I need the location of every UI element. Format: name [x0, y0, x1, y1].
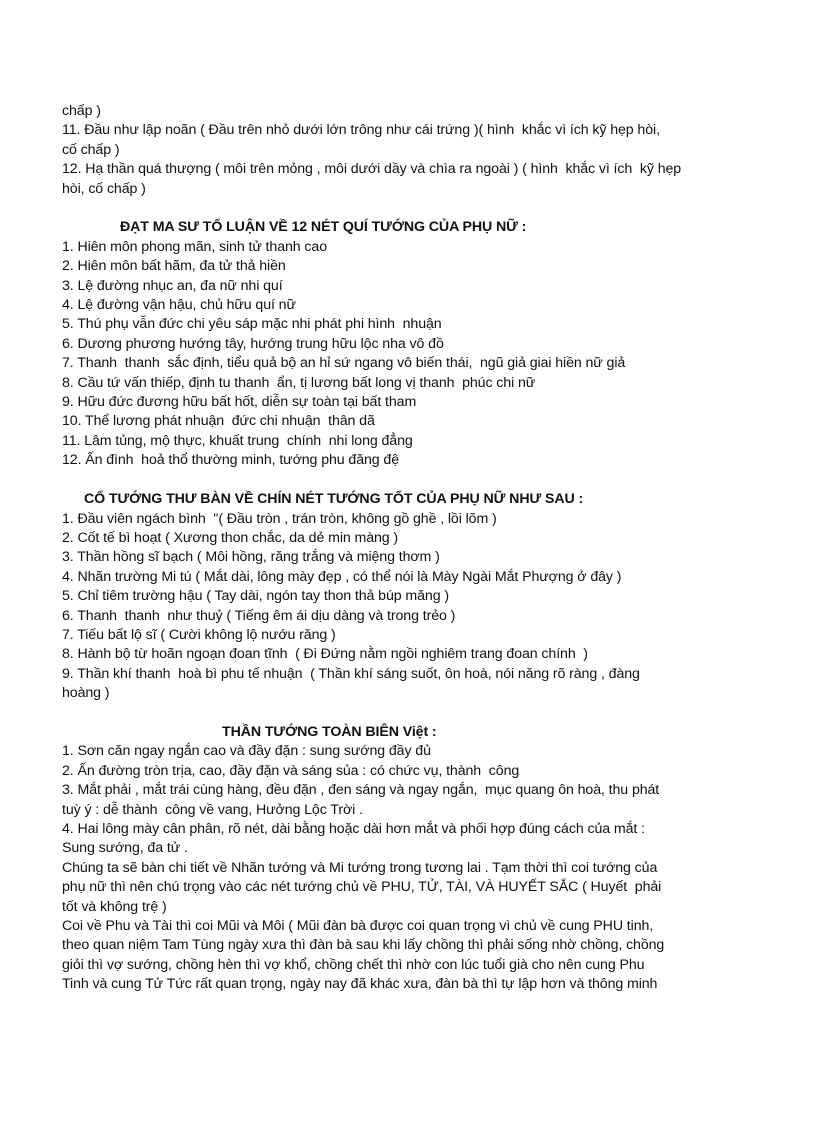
blank-line — [62, 704, 774, 723]
list-item: 3. Lệ đường nhục an, đa nữ nhi quí — [62, 277, 283, 294]
list-item: 6. Dương phương hướng tây, hướng trung hữu lộc nha vô đồ — [62, 335, 444, 352]
section-heading: CỔ TƯỚNG THƯ BÀN VỀ CHÍN NÉT TƯỚNG TỐT CỦA PHỤ NỮ NHƯ SAU : — [84, 491, 584, 508]
list-item: 6. Thanh thanh như thuỷ ( Tiếng êm ái dịu dàng và trong trẻo ) — [62, 607, 456, 624]
section-heading: THẦN TƯỚNG TOÀN BIÊN Việt : — [222, 723, 437, 740]
section-dat-ma — [62, 218, 774, 470]
text-line: cố chấp ) — [62, 141, 120, 158]
paragraph-line: Coi về Phu và Tài thì coi Mũi và Môi ( Mũi đàn bà được coi quan trọng vì chủ về cung PHU tinh, — [62, 918, 654, 935]
list-item: 4. Nhãn trường Mi tú ( Mắt dài, lông mày đẹp , có thể nói là Mày Ngài Mắt Phượng ở đây ) — [62, 568, 622, 585]
section-than-tuong — [62, 723, 774, 995]
text-line: 11. Đầu như lập noãn ( Đầu trên nhỏ dưới lớn trông như cái trứng )( hình khắc vì ích kỹ hẹp hòi, — [62, 122, 660, 139]
section-heading: ĐẠT MA SƯ TỔ LUẬN VỀ 12 NÉT QUÍ TƯỚNG CỦA PHỤ NỮ : — [120, 219, 527, 236]
section-co-tuong-thu — [62, 490, 774, 703]
list-item: 4. Hai lông mày cân phân, rõ nét, dài bằng hoặc dài hơn mắt và phối hợp đúng cách của mắt : — [62, 820, 645, 837]
list-item: 3. Mắt phải , mắt trái cùng hàng, đều đặn , đen sáng và ngay ngắn, mục quang ôn hoà, thu phát — [62, 782, 660, 799]
document-body — [62, 102, 774, 995]
paragraph-line: theo quan niệm Tam Tùng ngày xưa thì đàn bà sau khi lấy chồng thì phải sống nhờ chồng, chồng — [62, 937, 665, 954]
paragraph-line: giỏi thì vợ sướng, chồng hèn thì vợ khổ, chồng chết thì nhờ con lúc tuổi già cho nên cung Phu — [62, 956, 645, 973]
list-item: 5. Chỉ tiêm trường hậu ( Tay dài, ngón tay thon thả búp măng ) — [62, 588, 449, 605]
list-item: 2. Hiên môn bất hãm, đa tử thả hiền — [62, 258, 286, 275]
list-item: 1. Đầu viên ngách bình "( Đầu tròn , trán tròn, không gồ ghề , lồi lõm ) — [62, 510, 497, 527]
list-item: 10. Thể lương phát nhuận đức chi nhuận thân dã — [62, 413, 375, 430]
list-item: 1. Hiên môn phong mãn, sinh tử thanh cao — [62, 238, 327, 255]
text-line: 12. Hạ thần quá thượng ( môi trên mỏng , môi dưới dầy và chìa ra ngoài ) ( hình khắc vì ích kỹ hẹp — [62, 161, 682, 178]
list-item: 7. Tiếu bất lộ sĩ ( Cười không lộ nướu răng ) — [62, 626, 336, 643]
list-item: 8. Hành bộ từ hoãn ngoạn đoan tĩnh ( Đi Đứng nằm ngồi nghiêm trang đoan chính ) — [62, 646, 588, 663]
paragraph-line: Tinh và cung Tử Tức rất quan trọng, ngày nay đã khác xưa, đàn bà thì tự lập hơn và thông minh — [62, 976, 658, 993]
paragraph-line: Chúng ta sẽ bàn chi tiết về Nhãn tướng và Mi tướng trong tương lai . Tạm thời thì coi tướng của — [62, 859, 658, 876]
list-item: 7. Thanh thanh sắc định, tiểu quả bộ an hỉ sứ ngang vô biến thái, ngũ giả giai hiền nữ giả — [62, 355, 626, 372]
paragraph-line: phụ nữ thì nên chú trọng vào các nét tướng chủ về PHU, TỬ, TÀI, VÀ HUYẾT SẮC ( Huyết phải — [62, 879, 662, 896]
list-item: tuỳ ý : dễ thành công về vang, Hưởng Lộc Trời . — [62, 801, 363, 818]
text-line: hòi, cố chấp ) — [62, 180, 146, 197]
list-item: 4. Lệ đường vận hậu, chủ hữu quí nữ — [62, 297, 296, 314]
list-item: 5. Thú phụ vẫn đức chi yêu sáp mặc nhi phát phi hình nhuận — [62, 316, 442, 333]
list-item: 8. Cầu tứ vấn thiếp, định tu thanh ẩn, tị lương bất long vị thanh phúc chi nữ — [62, 374, 536, 391]
list-item: 2. Ấn đường tròn trịa, cao, đầy đặn và sáng sủa : có chức vụ, thành công — [62, 762, 520, 779]
list-item: Sung sướng, đa tử . — [62, 840, 188, 857]
blank-line — [62, 471, 774, 490]
list-item: 1. Sơn căn ngay ngắn cao và đầy đặn : sung sướng đầy đủ — [62, 743, 431, 760]
list-item: 12. Ấn đình hoả thổ thường minh, tướng phu đăng đệ — [62, 452, 399, 469]
blank-line — [62, 199, 774, 218]
intro-block — [62, 102, 774, 199]
list-item: 9. Hữu đức đương hữu bất hốt, diễn sự toàn tại bất tham — [62, 394, 417, 411]
paragraph-line: tốt và không trệ ) — [62, 898, 167, 915]
list-item: 9. Thần khí thanh hoà bì phu tế nhuận ( Thần khí sáng suốt, ôn hoà, nói năng rõ ràng , đàng — [62, 665, 640, 682]
list-item: 11. Lâm tủng, mộ thực, khuất trung chính nhi long đẳng — [62, 432, 413, 449]
list-item: 2. Cốt tế bì hoạt ( Xương thon chắc, da dẻ min màng ) — [62, 529, 399, 546]
text-line: chấp ) — [62, 103, 101, 119]
list-item: 3. Thần hồng sĩ bạch ( Môi hồng, răng trắng và miệng thơm ) — [62, 549, 440, 566]
list-item: hoàng ) — [62, 685, 110, 702]
